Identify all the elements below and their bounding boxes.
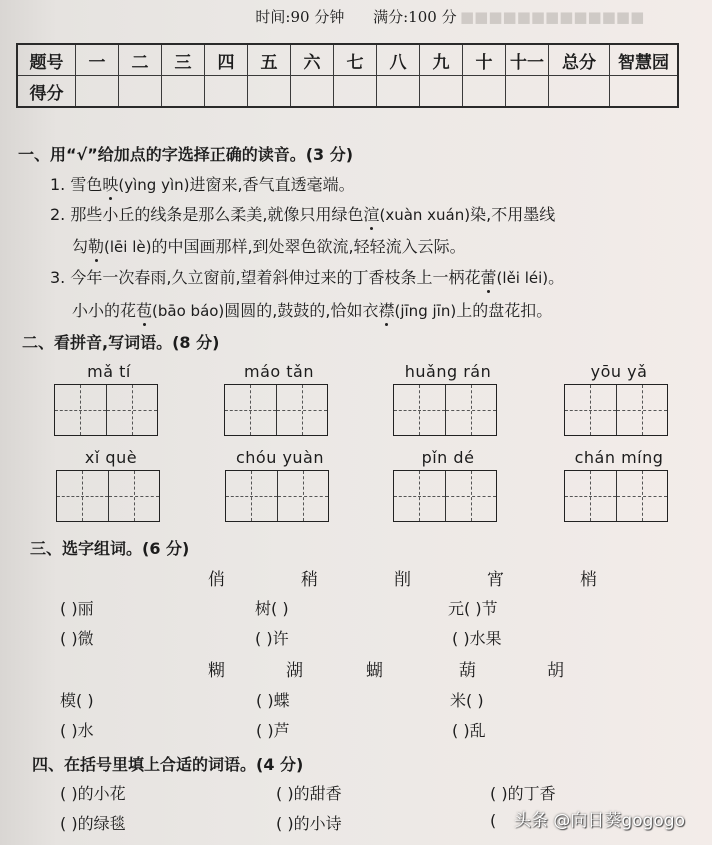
writing-grid-item — [224, 362, 334, 436]
fill-blank[interactable]: ( )的甜香 — [276, 784, 342, 803]
fill-blank[interactable]: ( )水果 — [452, 629, 502, 648]
char-choice: 胡 — [547, 661, 564, 681]
column-header: 七 — [334, 44, 377, 76]
pinyin-prompt: mǎ tí — [87, 362, 131, 381]
writing-grid-item — [56, 448, 166, 522]
column-header: 五 — [248, 44, 291, 76]
column-header: 十一 — [506, 44, 549, 76]
column-header: 六 — [291, 44, 334, 76]
pinyin-prompt: chóu yuàn — [235, 448, 324, 467]
score-cell[interactable] — [420, 76, 463, 108]
question-text: 。 — [548, 268, 565, 287]
watermark: 头条 @向日葵gogogo — [514, 811, 685, 831]
fill-blank[interactable]: ( )许 — [255, 629, 289, 648]
char-choices-group-2 — [208, 656, 564, 681]
dotted-char: 苞 — [136, 301, 153, 320]
fill-blank[interactable]: ( )的小花 — [60, 784, 126, 803]
question-text: 1. 雪色 — [50, 175, 103, 194]
row-label: 题号 — [17, 44, 76, 76]
section1-title: 一、用“√”给加点的字选择正确的读音。(3 分) — [18, 145, 354, 164]
section4-title: 四、在括号里填上合适的词语。(4 分) — [32, 755, 304, 774]
question-text: 进窗来,香气直透毫端。 — [189, 175, 355, 194]
pinyin-prompt: yōu yǎ — [590, 362, 648, 381]
pinyin-prompt: xǐ què — [84, 448, 138, 467]
char-choice: 葫 — [459, 661, 476, 681]
score-cell[interactable] — [610, 76, 679, 108]
tianzige-box[interactable] — [393, 470, 497, 522]
fill-blank[interactable]: 树( ) — [255, 599, 289, 618]
writing-grid-item — [564, 362, 674, 436]
question-text: 3. 今年一次春雨,久立窗前,望着斜伸过来的丁香枝条上一柄花 — [50, 268, 481, 287]
char-choice: 稍 — [301, 570, 318, 590]
writing-grid-item — [393, 448, 503, 522]
section3-title: 三、选字组词。(6 分) — [30, 539, 190, 558]
score-table — [16, 43, 679, 108]
score-cell[interactable] — [377, 76, 420, 108]
char-choice: 俏 — [208, 570, 225, 590]
score-cell[interactable] — [76, 76, 119, 108]
column-header: 三 — [162, 44, 205, 76]
fill-blank[interactable]: ( )微 — [60, 629, 94, 648]
question-text: 的中国画那样,到处翠色欲流,轻轻流入云际。 — [151, 237, 466, 256]
fill-blank[interactable]: ( — [490, 811, 497, 830]
question-number-row — [17, 44, 678, 76]
fill-blank[interactable]: ( )丽 — [60, 599, 94, 618]
bleed-through-text: ■■■■■■■■■■■■■ — [460, 8, 645, 26]
dotted-char: 蕾 — [480, 268, 497, 287]
column-header: 智慧园 — [610, 44, 679, 76]
question-text: 勾 — [72, 237, 89, 256]
tianzige-box[interactable] — [564, 470, 668, 522]
fill-blank[interactable]: ( )水 — [60, 721, 94, 740]
question-3-continued — [72, 298, 552, 321]
fill-blank[interactable]: ( )的丁香 — [490, 784, 556, 803]
exam-info — [0, 6, 712, 27]
column-header: 十 — [463, 44, 506, 76]
fill-blank[interactable]: ( )的绿毯 — [60, 814, 126, 833]
column-header: 二 — [119, 44, 162, 76]
pinyin-options[interactable]: (jīng jīn) — [394, 302, 457, 320]
pinyin-options[interactable]: (lēi lè) — [104, 238, 152, 256]
writing-grid-item — [54, 362, 164, 436]
question-1 — [50, 172, 355, 195]
question-2 — [50, 202, 555, 225]
writing-grid-item — [225, 448, 335, 522]
fill-blank[interactable]: 米( ) — [450, 691, 484, 710]
question-text: 2. 那些小丘的线条是那么柔美,就像只用绿色 — [50, 205, 364, 224]
tianzige-box[interactable] — [54, 384, 158, 436]
writing-grid-item — [564, 448, 674, 522]
section2-title: 二、看拼音,写词语。(8 分) — [22, 333, 220, 352]
char-choice: 削 — [394, 570, 411, 590]
score-cell[interactable] — [506, 76, 549, 108]
char-choice: 蝴 — [366, 661, 383, 681]
char-choice: 宵 — [487, 570, 504, 590]
score-cell[interactable] — [291, 76, 334, 108]
tianzige-box[interactable] — [225, 470, 329, 522]
fill-blank[interactable]: ( )乱 — [452, 721, 486, 740]
writing-grid-item — [393, 362, 503, 436]
score-cell[interactable] — [205, 76, 248, 108]
pinyin-prompt: huǎng rán — [404, 362, 492, 381]
tianzige-box[interactable] — [56, 470, 160, 522]
char-choice: 湖 — [286, 661, 303, 681]
score-cell[interactable] — [119, 76, 162, 108]
pinyin-prompt: chán míng — [574, 448, 664, 467]
fill-blank[interactable]: ( )的小诗 — [276, 814, 342, 833]
pinyin-options[interactable]: (lěi léi) — [496, 269, 549, 287]
pinyin-options[interactable]: (xuàn xuán) — [379, 206, 471, 224]
score-cell[interactable] — [248, 76, 291, 108]
fill-blank[interactable]: ( )芦 — [256, 721, 290, 740]
char-choice: 梢 — [580, 570, 597, 590]
fill-blank[interactable]: 元( )节 — [448, 599, 498, 618]
pinyin-prompt: máo tǎn — [244, 362, 314, 381]
dotted-char: 映 — [102, 175, 119, 194]
score-cell[interactable] — [549, 76, 610, 108]
pinyin-options[interactable]: (yìng yìn) — [118, 176, 190, 194]
char-choices-group-1 — [208, 565, 597, 590]
tianzige-box[interactable] — [564, 384, 668, 436]
question-text: 小小的花 — [72, 301, 137, 320]
score-cell[interactable] — [162, 76, 205, 108]
question-text: 上的盘花扣。 — [456, 301, 553, 320]
score-cell[interactable] — [334, 76, 377, 108]
fill-blank[interactable]: ( )蝶 — [256, 691, 290, 710]
score-cell[interactable] — [463, 76, 506, 108]
char-choice: 糊 — [208, 661, 225, 681]
column-header: 四 — [205, 44, 248, 76]
column-header: 八 — [377, 44, 420, 76]
dotted-char: 勒 — [88, 237, 105, 256]
fill-blank[interactable]: 模( ) — [60, 691, 94, 710]
pinyin-prompt: pǐn dé — [421, 448, 475, 467]
question-text: 染,不用墨线 — [470, 205, 556, 224]
dotted-char: 襟 — [378, 301, 395, 320]
score-row — [17, 76, 678, 108]
column-header: 一 — [76, 44, 119, 76]
full-score-label: 满分:100 分 — [373, 8, 457, 26]
tianzige-box[interactable] — [393, 384, 497, 436]
question-text: 圆圆的,鼓鼓的,恰如衣 — [224, 301, 379, 320]
row-label: 得分 — [17, 76, 76, 108]
dotted-char: 渲 — [363, 205, 380, 224]
time-label: 时间:90 分钟 — [255, 8, 345, 26]
column-header: 总分 — [549, 44, 610, 76]
question-3 — [50, 265, 564, 288]
question-2-continued — [72, 234, 466, 257]
tianzige-box[interactable] — [224, 384, 328, 436]
column-header: 九 — [420, 44, 463, 76]
pinyin-options[interactable]: (bāo báo) — [152, 302, 225, 320]
